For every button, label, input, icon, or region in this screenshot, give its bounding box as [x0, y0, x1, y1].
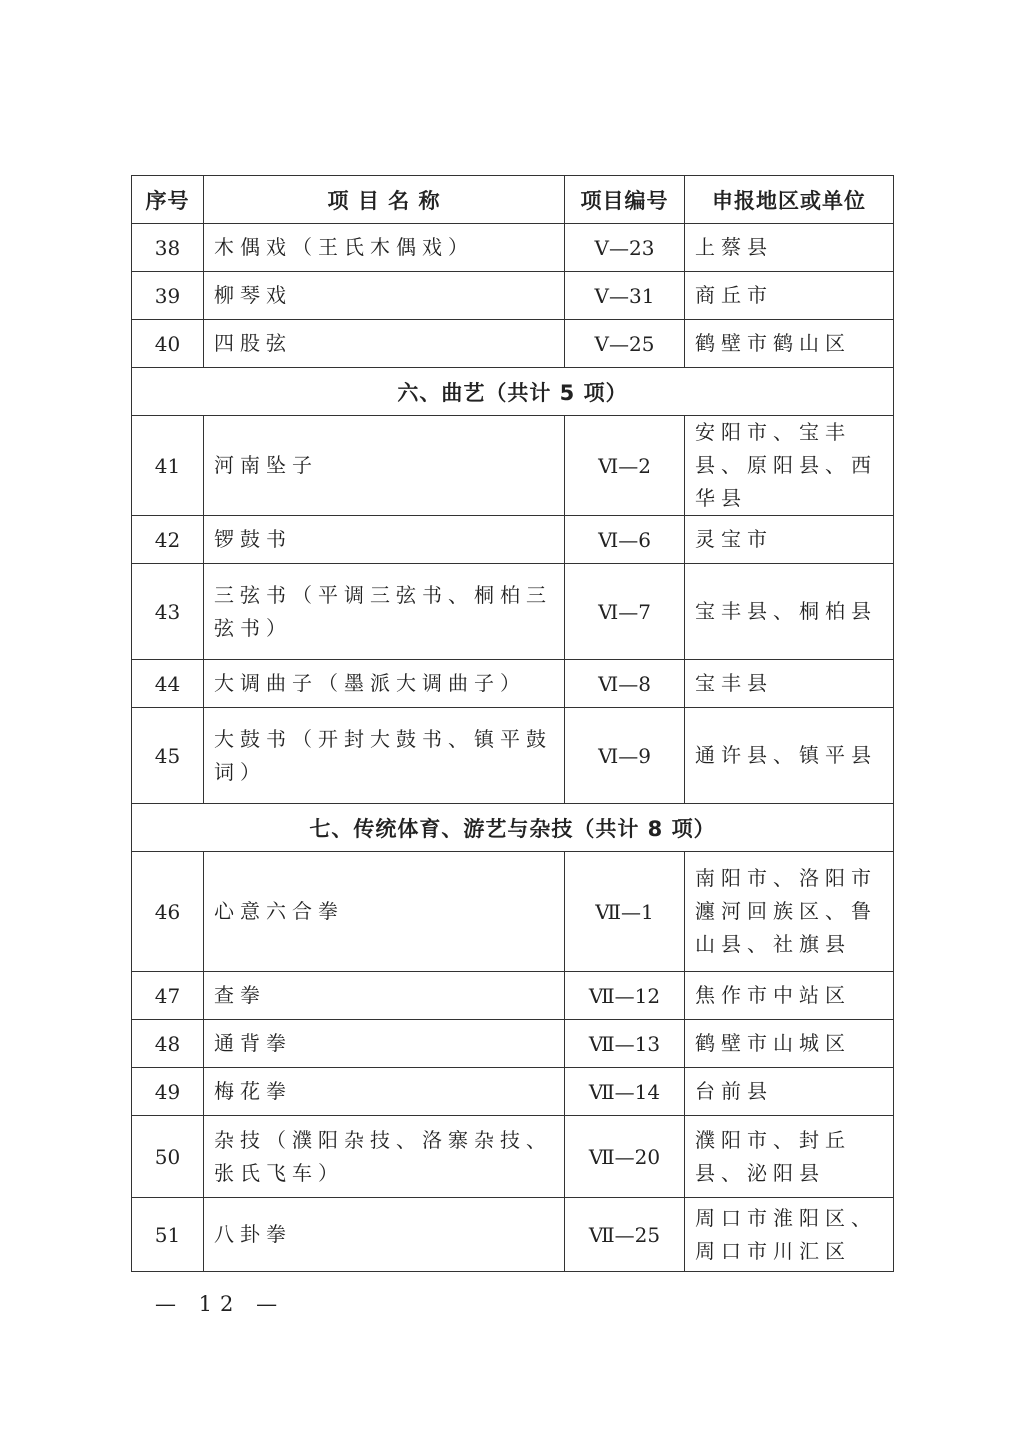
- region: 南阳市、洛阳市瀍河回族区、鲁山县、社旗县: [685, 852, 894, 972]
- project-code: Ⅶ—13: [565, 1020, 685, 1068]
- project-name: 查拳: [204, 972, 565, 1020]
- table-row: [132, 660, 894, 708]
- row-number: 46: [132, 852, 204, 972]
- region: 鹤壁市山城区: [685, 1020, 894, 1068]
- region: 台前县: [685, 1068, 894, 1116]
- section-row: [132, 368, 894, 416]
- row-number: 50: [132, 1116, 204, 1198]
- project-code: Ⅴ—25: [565, 320, 685, 368]
- heritage-list-table: [131, 175, 894, 1272]
- table-row: [132, 1068, 894, 1116]
- project-name: 三弦书（平调三弦书、桐柏三弦书）: [204, 564, 565, 660]
- region: 商丘市: [685, 272, 894, 320]
- project-code: Ⅶ—25: [565, 1198, 685, 1272]
- table-row: [132, 852, 894, 972]
- project-code: Ⅶ—14: [565, 1068, 685, 1116]
- section-title-sports: 七、传统体育、游艺与杂技（共计 8 项）: [132, 804, 894, 852]
- project-name: 八卦拳: [204, 1198, 565, 1272]
- page-number: — 12 —: [155, 1292, 286, 1316]
- section-row: [132, 804, 894, 852]
- region: 宝丰县: [685, 660, 894, 708]
- row-number: 45: [132, 708, 204, 804]
- table-row: [132, 972, 894, 1020]
- table-row: [132, 564, 894, 660]
- region: 安阳市、宝丰县、原阳县、西华县: [685, 416, 894, 516]
- row-number: 39: [132, 272, 204, 320]
- header-region: 申报地区或单位: [685, 176, 894, 224]
- project-code: Ⅴ—23: [565, 224, 685, 272]
- row-number: 38: [132, 224, 204, 272]
- section-title-quyi: 六、曲艺（共计 5 项）: [132, 368, 894, 416]
- table-row: [132, 224, 894, 272]
- row-number: 41: [132, 416, 204, 516]
- project-name: 大鼓书（开封大鼓书、镇平鼓词）: [204, 708, 565, 804]
- row-number: 44: [132, 660, 204, 708]
- project-name: 大调曲子（墨派大调曲子）: [204, 660, 565, 708]
- header-number: 序号: [132, 176, 204, 224]
- project-name: 通背拳: [204, 1020, 565, 1068]
- table-row: [132, 320, 894, 368]
- project-code: Ⅵ—8: [565, 660, 685, 708]
- table-row: [132, 1020, 894, 1068]
- row-number: 51: [132, 1198, 204, 1272]
- region: 通许县、镇平县: [685, 708, 894, 804]
- project-code: Ⅵ—2: [565, 416, 685, 516]
- header-project-code: 项目编号: [565, 176, 685, 224]
- table-row: [132, 272, 894, 320]
- project-code: Ⅶ—1: [565, 852, 685, 972]
- row-number: 47: [132, 972, 204, 1020]
- project-name: 四股弦: [204, 320, 565, 368]
- table-row: [132, 708, 894, 804]
- table-row: [132, 516, 894, 564]
- project-name: 柳琴戏: [204, 272, 565, 320]
- table-row: [132, 1198, 894, 1272]
- row-number: 40: [132, 320, 204, 368]
- project-code: Ⅴ—31: [565, 272, 685, 320]
- project-code: Ⅵ—6: [565, 516, 685, 564]
- region: 濮阳市、封丘县、泌阳县: [685, 1116, 894, 1198]
- project-code: Ⅵ—9: [565, 708, 685, 804]
- region: 灵宝市: [685, 516, 894, 564]
- region: 宝丰县、桐柏县: [685, 564, 894, 660]
- header-row: [132, 176, 894, 224]
- header-project-name: 项 目 名 称: [204, 176, 565, 224]
- table-row: [132, 1116, 894, 1198]
- row-number: 49: [132, 1068, 204, 1116]
- row-number: 43: [132, 564, 204, 660]
- region: 鹤壁市鹤山区: [685, 320, 894, 368]
- project-name: 杂技（濮阳杂技、洛寨杂技、张氏飞车）: [204, 1116, 565, 1198]
- project-name: 梅花拳: [204, 1068, 565, 1116]
- region: 焦作市中站区: [685, 972, 894, 1020]
- project-code: Ⅶ—20: [565, 1116, 685, 1198]
- project-name: 心意六合拳: [204, 852, 565, 972]
- region: 上蔡县: [685, 224, 894, 272]
- project-code: Ⅶ—12: [565, 972, 685, 1020]
- table-row: [132, 416, 894, 516]
- project-name: 木偶戏（王氏木偶戏）: [204, 224, 565, 272]
- project-code: Ⅵ—7: [565, 564, 685, 660]
- project-name: 河南坠子: [204, 416, 565, 516]
- project-name: 锣鼓书: [204, 516, 565, 564]
- row-number: 48: [132, 1020, 204, 1068]
- region: 周口市淮阳区、周口市川汇区: [685, 1198, 894, 1272]
- row-number: 42: [132, 516, 204, 564]
